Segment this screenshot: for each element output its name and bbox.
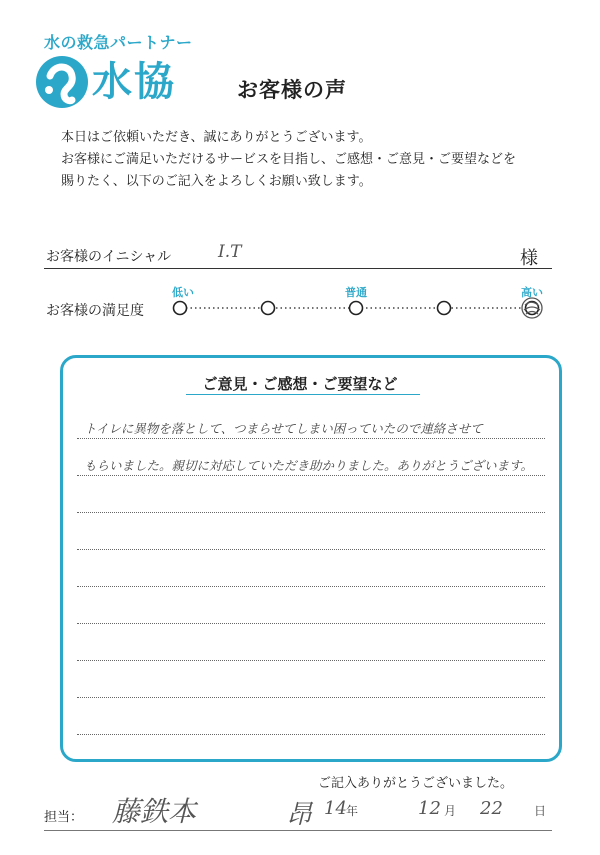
satisfaction-mid-label: 普通 — [345, 286, 367, 299]
intro-line: お客様にご満足いただけるサービスを目指し、ご感想・ご意見・ご要望などを — [61, 152, 517, 167]
satisfaction-option-3[interactable] — [350, 302, 363, 315]
satisfaction-label: お客様の満足度 — [46, 303, 144, 319]
tagline: 水の救急パートナー — [44, 33, 193, 52]
writing-rule — [77, 512, 545, 513]
writing-rule — [77, 734, 545, 735]
comments-title-underline — [186, 394, 420, 395]
date-month-unit: 月 — [444, 804, 457, 818]
thanks-message: ご記入ありがとうございました。 — [318, 776, 514, 791]
writing-rule — [77, 697, 545, 698]
comment-line[interactable]: もらいました。親切に対応していただき助かりました。ありがとうございます。 — [84, 458, 534, 473]
satisfaction-option-1[interactable] — [174, 302, 187, 315]
satisfaction-scale — [170, 296, 550, 322]
staff-label: 担当： — [44, 810, 84, 825]
date-year[interactable]: 14 — [324, 798, 347, 819]
satisfaction-high-label: 高い — [521, 286, 543, 299]
footer-underline — [44, 830, 552, 831]
writing-rule — [77, 475, 545, 476]
date-year-unit: 年 — [346, 804, 359, 818]
satisfaction-option-4[interactable] — [438, 302, 451, 315]
comments-box — [60, 355, 562, 762]
comments-title: ご意見・ご感想・ご要望など — [202, 375, 398, 393]
writing-rule — [77, 660, 545, 661]
writing-rule — [77, 586, 545, 587]
comment-line[interactable]: トイレに異物を落として、つまらせてしまい困っていたので連絡させて — [84, 421, 483, 436]
satisfaction-low-label: 低い — [172, 286, 194, 299]
staff-name[interactable]: 藤鉄本 — [112, 795, 197, 828]
logo-text: 水協 — [92, 58, 176, 105]
satisfaction-option-2[interactable] — [262, 302, 275, 315]
date-day-unit: 日 — [534, 804, 547, 818]
intro-text — [61, 127, 516, 193]
initial-value[interactable]: I.T — [218, 242, 242, 262]
initial-label: お客様のイニシャル — [46, 249, 172, 265]
writing-rule — [77, 438, 545, 439]
era-mark: 昂 — [286, 800, 313, 830]
form-title: お客様の声 — [237, 78, 347, 102]
intro-line: 本日はご依頼いただき、誠にありがとうございます。 — [61, 130, 372, 145]
writing-rule — [77, 623, 545, 624]
date-day[interactable]: 22 — [480, 798, 503, 819]
honorific-suffix: 様 — [520, 248, 538, 269]
date-month[interactable]: 12 — [418, 798, 441, 819]
water-drop-logo-icon — [34, 54, 90, 110]
initial-underline — [44, 268, 552, 269]
intro-line: 賜りたく、以下のご記入をよろしくお願い致します。 — [61, 174, 372, 189]
writing-rule — [77, 549, 545, 550]
